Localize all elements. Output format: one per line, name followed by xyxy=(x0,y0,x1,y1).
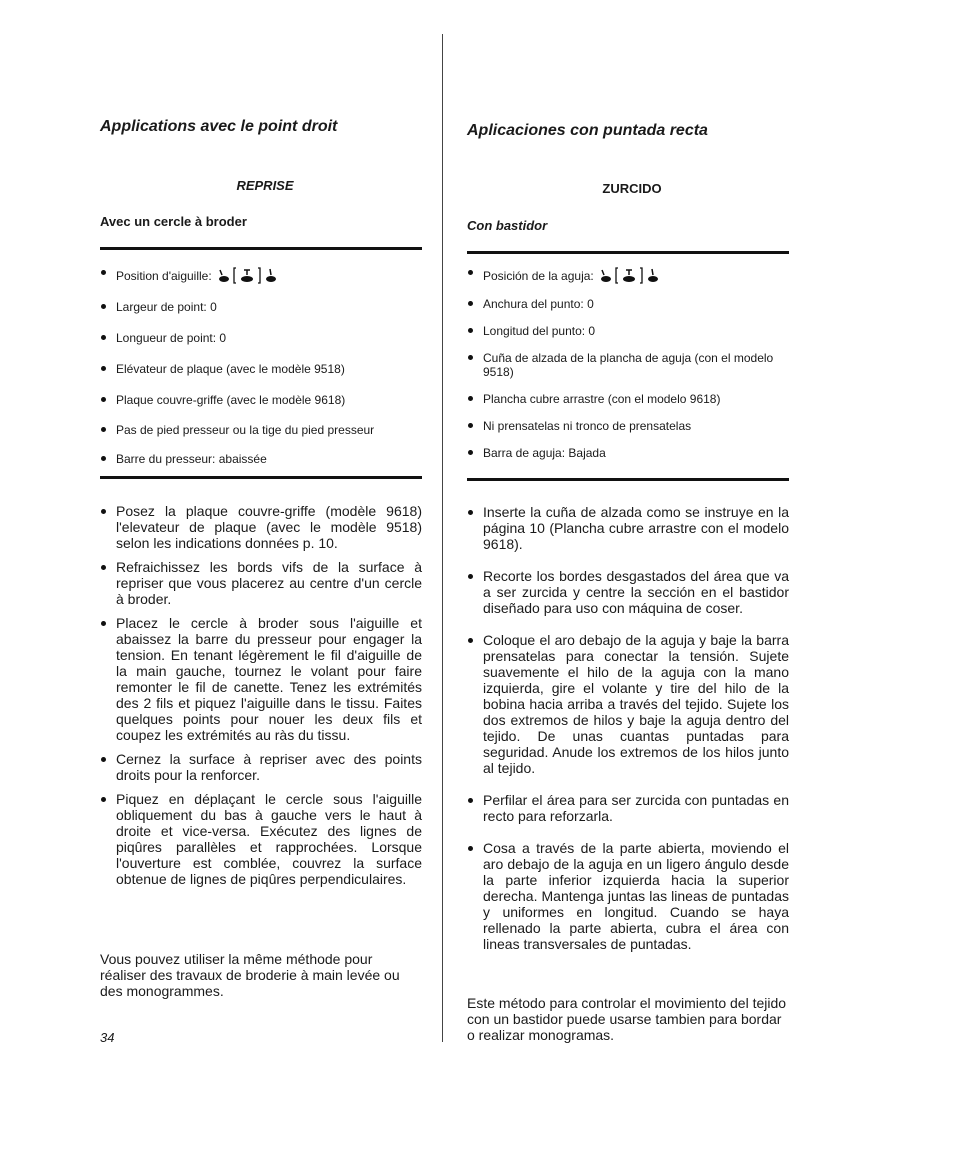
spanish-subtitle: ZURCIDO xyxy=(602,181,662,196)
french-closing-paragraph: Vous pouvez utiliser la même méthode pour réaliser des travaux de broderie à main levée ou des monogrammes. xyxy=(100,951,400,999)
instruction-item: Inserte la cuña de alzada como se instruye en la página 10 (Plancha cubre arrastre con el modelo 9618). xyxy=(467,504,789,552)
settings-item xyxy=(467,266,789,284)
spanish-title: Aplicaciones con puntada recta xyxy=(467,122,708,139)
needle-position-icon xyxy=(216,266,278,284)
french-instructions xyxy=(100,503,422,887)
settings-item: Plaque couvre-griffe (avec le modèle 9618) xyxy=(100,393,422,407)
instruction-item: Placez le cercle à broder sous l'aiguille et abaissez la barre du presseur pour engager la tension. En tenant légèrement le fil d'aiguille de la main gauche, tournez le volant pour faire remonter le fil de canette. Tenez les extrémités des 2 fils et piquez l'aiguille dans le tissu. Faites quelques points pour nouer les deux fils et coupez les extrémités au ràs du tissu. xyxy=(100,615,422,743)
settings-item: Longueur de point: 0 xyxy=(100,331,422,345)
french-settings-list xyxy=(100,266,422,466)
instruction-item: Refraichissez les bords vifs de la surface à repriser que vous placerez au centre d'un cercle à broder. xyxy=(100,559,422,607)
french-frame-label: Avec un cercle à broder xyxy=(100,214,247,229)
settings-item: Cuña de alzada de la plancha de aguja (con el modelo 9518) xyxy=(467,351,789,379)
needle-position-icon xyxy=(598,266,660,284)
instruction-item: Perfilar el área para ser zurcida con puntadas en recto para reforzarla. xyxy=(467,792,789,824)
french-bottom-rule xyxy=(100,476,422,479)
instruction-item: Cernez la surface à repriser avec des points droits pour la renforcer. xyxy=(100,751,422,783)
spanish-top-rule xyxy=(467,251,789,254)
spanish-instructions xyxy=(467,504,789,952)
settings-item: Pas de pied presseur ou la tige du pied presseur xyxy=(100,423,422,437)
settings-item: Barre du presseur: abaissée xyxy=(100,452,422,466)
instruction-item: Piquez en déplaçant le cercle sous l'aiguille obliquement du bas à gauche vers le haut à droite et vice-versa. Exécutez des lignes de piqûres parallèles et rapprochées. Lorsque l'ouverture est comblée, couvrez la surface obtenue de lignes de piqûres perpendiculaires. xyxy=(100,791,422,887)
settings-item: Longitud del punto: 0 xyxy=(467,324,789,338)
french-top-rule xyxy=(100,247,422,250)
instruction-item: Cosa a través de la parte abierta, moviendo el aro debajo de la aguja en un ligero ángulo desde la parte inferior izquierda hacia la superior derecha. Mantenga juntas las lineas de puntadas y uniformes en longitud. Cuando se haya rellenado la parte abierta, cubra el área con lineas transversales de puntadas. xyxy=(467,840,789,952)
settings-item: Barra de aguja: Bajada xyxy=(467,446,789,460)
instruction-item: Posez la plaque couvre-griffe (modèle 9618) l'elevateur de plaque (avec le modèle 9518) selon les indications données p. 10. xyxy=(100,503,422,551)
spanish-frame-label: Con bastidor xyxy=(467,218,548,233)
instruction-item: Recorte los bordes desgastados del área que va a ser zurcida y centre la sección en el bastidor diseñado para uso con máquina de coser. xyxy=(467,568,789,616)
spanish-closing-paragraph: Este método para controlar el movimiento del tejido con un bastidor puede usarse tambien para bordar o realizar monogramas. xyxy=(467,995,787,1043)
spanish-bottom-rule xyxy=(467,478,789,481)
settings-item: Plancha cubre arrastre (con el modelo 9618) xyxy=(467,392,789,406)
spanish-settings-list xyxy=(467,266,789,460)
french-title: Applications avec le point droit xyxy=(100,118,338,135)
column-divider xyxy=(442,34,443,1042)
instruction-item: Coloque el aro debajo de la aguja y baje la barra prensatelas para conectar la tensión. Sujete suavemente el hilo de la aguja con la mano izquierda, gire el volante y tire del hilo de la bobina hacia arriba a través del tejido. Sujete los dos extremos de hilos y baje la aguja dentro del tejido. De unas cuantas puntadas para seguridad. Anude los extremos de los hilos junto al tejido. xyxy=(467,632,789,776)
settings-item: Ni prensatelas ni tronco de prensatelas xyxy=(467,419,789,433)
page-number: 34 xyxy=(100,1030,115,1045)
settings-item-label: Position d'aiguille: xyxy=(116,269,212,283)
french-subtitle: REPRISE xyxy=(236,178,294,193)
settings-item xyxy=(100,266,422,284)
settings-item: Largeur de point: 0 xyxy=(100,300,422,314)
settings-item-label: Posición de la aguja: xyxy=(483,269,594,283)
settings-item: Anchura del punto: 0 xyxy=(467,297,789,311)
settings-item: Elévateur de plaque (avec le modèle 9518) xyxy=(100,362,422,376)
